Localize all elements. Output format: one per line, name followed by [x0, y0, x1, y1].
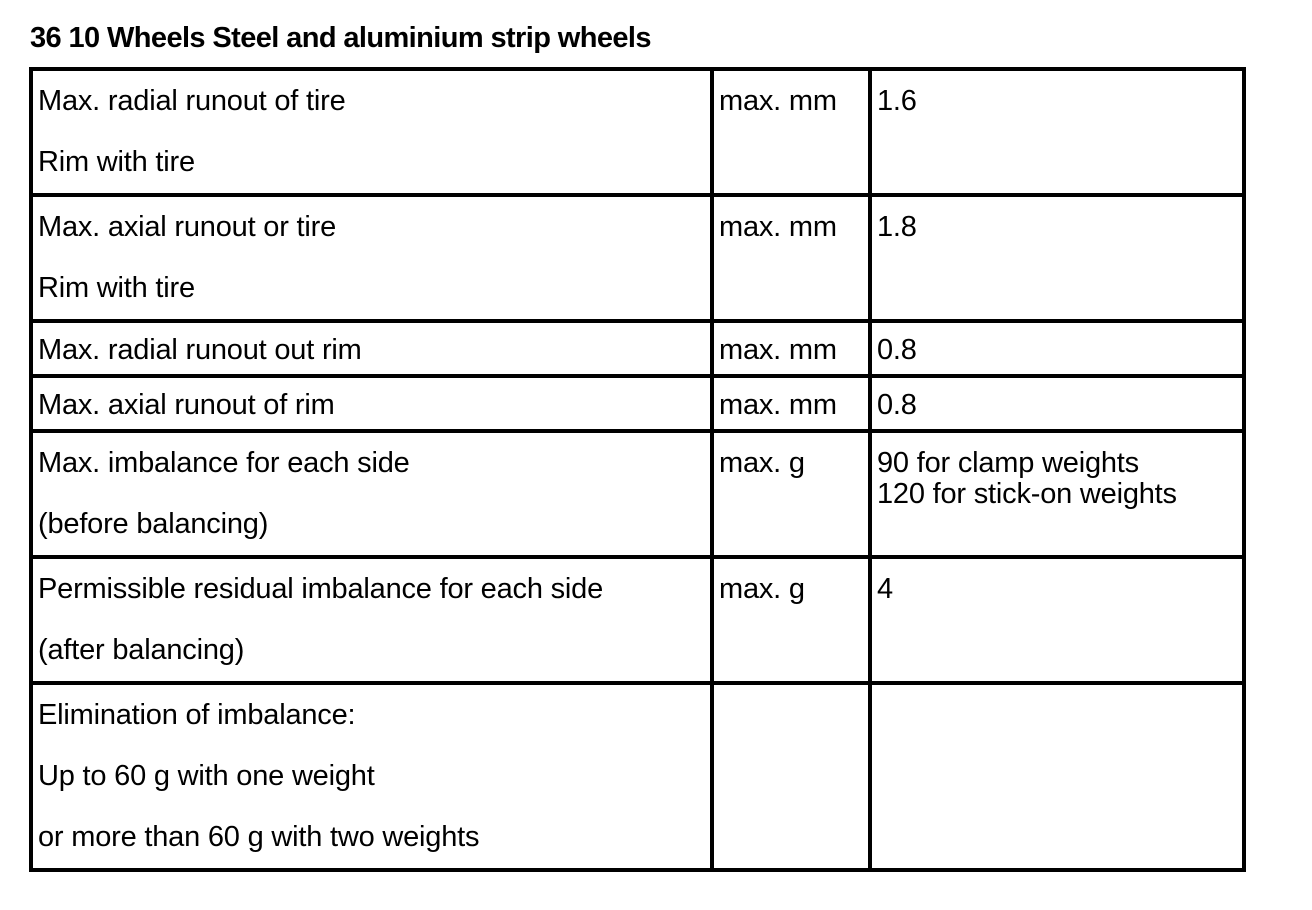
- value-cell: [870, 683, 1244, 870]
- value-cell: [870, 376, 1244, 431]
- unit-cell: [712, 557, 870, 683]
- description-cell: [31, 683, 712, 870]
- description-line: Up to 60 g with one weight: [38, 760, 375, 792]
- value-line: 120 for stick-on weights: [877, 478, 1177, 510]
- table-row: [31, 69, 1244, 195]
- description-line: or more than 60 g with two weights: [38, 821, 480, 853]
- description-line: Permissible residual imbalance for each side: [38, 573, 604, 605]
- description-cell: [31, 376, 712, 431]
- unit-cell: [712, 683, 870, 870]
- unit-label: max. mm: [719, 334, 837, 366]
- value-cell: [870, 321, 1244, 376]
- description-line: (after balancing): [38, 634, 245, 666]
- unit-label: max. g: [719, 573, 805, 605]
- table-row: [31, 683, 1244, 870]
- unit-cell: [712, 195, 870, 321]
- value-line: 90 for clamp weights: [877, 447, 1139, 479]
- document-title: 36 10 Wheels Steel and aluminium strip wheels: [30, 22, 651, 54]
- value-cell: [870, 557, 1244, 683]
- unit-cell: [712, 321, 870, 376]
- unit-cell: [712, 69, 870, 195]
- unit-label: max. mm: [719, 85, 837, 117]
- unit-cell: [712, 376, 870, 431]
- value-cell: [870, 69, 1244, 195]
- value-cell: [870, 195, 1244, 321]
- table-row: [31, 195, 1244, 321]
- description-line: Max. radial runout out rim: [38, 334, 362, 366]
- description-cell: [31, 431, 712, 557]
- unit-label: max. mm: [719, 211, 837, 243]
- unit-label: [719, 685, 868, 746]
- value-line: [877, 685, 1242, 746]
- unit-label: max. mm: [719, 389, 837, 421]
- table-row: [31, 557, 1244, 683]
- description-line: Max. axial runout of rim: [38, 389, 335, 421]
- description-line: Elimination of imbalance:: [38, 699, 356, 731]
- value-cell: [870, 431, 1244, 557]
- value-line: 0.8: [877, 389, 917, 421]
- table-row: [31, 321, 1244, 376]
- description-cell: [31, 321, 712, 376]
- description-line: Rim with tire: [38, 272, 195, 304]
- description-cell: [31, 69, 712, 195]
- value-line: 4: [877, 573, 893, 605]
- description-line: Max. imbalance for each side: [38, 447, 410, 479]
- unit-cell: [712, 431, 870, 557]
- description-cell: [31, 557, 712, 683]
- table-row: [31, 431, 1244, 557]
- value-line: 1.6: [877, 85, 917, 117]
- specification-table: [29, 67, 1246, 872]
- description-line: (before balancing): [38, 508, 269, 540]
- description-line: Max. axial runout or tire: [38, 211, 337, 243]
- description-line: Max. radial runout of tire: [38, 85, 346, 117]
- description-line: Rim with tire: [38, 146, 195, 178]
- unit-label: max. g: [719, 447, 805, 479]
- value-line: 0.8: [877, 334, 917, 366]
- table-row: [31, 376, 1244, 431]
- description-cell: [31, 195, 712, 321]
- value-line: 1.8: [877, 211, 917, 243]
